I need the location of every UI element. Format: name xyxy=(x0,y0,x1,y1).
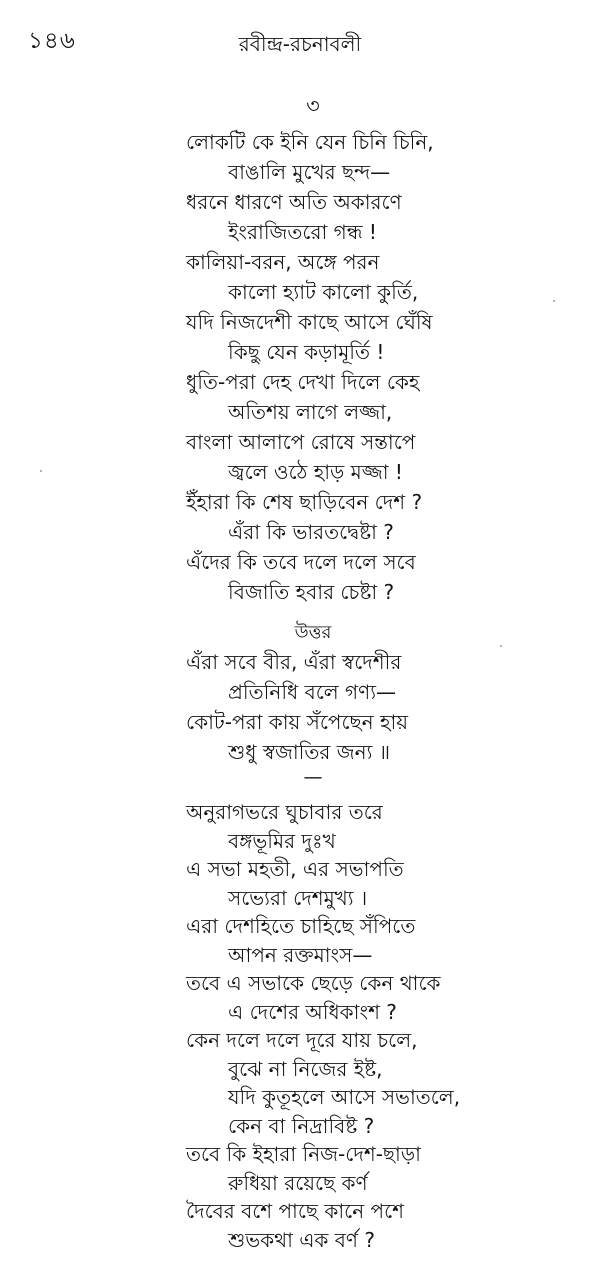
poem-line: অনুরাগভরে ঘুচাবার তরে xyxy=(186,800,383,824)
poem-line: সভ্যেরা দেশমুখ্য । xyxy=(228,885,368,910)
poem-line: ইঁহারা কি শেষ ছাড়িবেন দেশ ? xyxy=(186,490,423,514)
poem-line: কালিয়া-বরন, অঙ্গে পরন xyxy=(186,250,380,274)
poem-line: এ সভা মহতী, এর সভাপতি xyxy=(186,857,404,881)
poem-line: কোট-পরা কায় সঁপেছেন হায় xyxy=(186,710,409,734)
poem-line: বাংলা আলাপে রোষে সন্তাপে xyxy=(186,430,416,454)
poem-line: বিজাতি হবার চেষ্টা ? xyxy=(228,580,395,604)
poem-line: শুধু স্বজাতির জন্য ॥ xyxy=(228,740,391,764)
answer-heading: উত্তর xyxy=(294,622,332,643)
poem-line: অতিশয় লাগে লজ্জা, xyxy=(228,400,393,424)
poem-line: ধরনে ধারণে অতি অকারণে xyxy=(186,190,402,214)
poem-line: প্রতিনিধি বলে গণ্য— xyxy=(228,680,397,704)
poem-line: বাঙালি মুখের ছন্দ— xyxy=(228,160,391,184)
poem-line: তবে এ সভাকে ছেড়ে কেন থাকে xyxy=(186,971,441,995)
poem-line: তবে কি ইহারা নিজ-দেশ-ছাড়া xyxy=(186,1142,421,1166)
poem-section-number: ৩ xyxy=(306,94,320,118)
poem-line: যদি নিজদেশী কাছে আসে ঘেঁষি xyxy=(186,310,433,334)
poem-line: এ দেশের অধিকাংশ ? xyxy=(228,999,397,1024)
poem-line: এঁদের কি তবে দলে দলে সবে xyxy=(186,550,416,574)
scan-speck xyxy=(553,300,555,302)
poem-line: বঙ্গভূমির দুঃখ xyxy=(228,828,336,853)
poem-line: কেন দলে দলে দূরে যায় চলে, xyxy=(186,1028,418,1052)
poem-line: ইংরাজিতরো গন্ধ ! xyxy=(228,220,377,244)
poem-line: কালো হ্যাট কালো কুর্তি, xyxy=(228,280,419,304)
poem-line: বুঝে না নিজের ইষ্ট, xyxy=(228,1056,383,1081)
poem-line: এঁরা কি ভারতদ্বেষ্টা ? xyxy=(228,520,394,544)
poem-line: আপন রক্তমাংস— xyxy=(228,942,373,967)
poem-line: শুভকথা এক বর্ণ ? xyxy=(228,1227,375,1252)
poem-line: দৈবের বশে পাছে কানে পশে xyxy=(186,1199,404,1223)
scan-speck xyxy=(40,470,42,472)
poem-line: কেন বা নিদ্রাবিষ্ট ? xyxy=(228,1113,375,1138)
poem-line: যদি কুতূহলে আসে সভাতলে, xyxy=(228,1085,461,1109)
poem-line: কিছু যেন কড়ামূর্তি ! xyxy=(228,340,385,364)
poem-line: রুধিয়া রয়েছে কর্ণ xyxy=(228,1170,368,1195)
poem-line: এরা দেশহিতে চাহিছে সঁপিতে xyxy=(186,914,416,938)
scan-speck xyxy=(500,645,502,647)
section-separator: — xyxy=(303,766,323,788)
poem-line: জ্বলে ওঠে হাড় মজ্জা ! xyxy=(228,460,403,484)
page-number: ১৪৬ xyxy=(28,28,76,54)
poem-line: এঁরা সবে বীর, এঁরা স্বদেশীর xyxy=(186,650,402,674)
running-head: রবীন্দ্র-রচনাবলী xyxy=(238,32,362,56)
poem-line: ধুতি-পরা দেহ দেখা দিলে কেহ xyxy=(186,370,420,394)
poem-line: লোকটি কে ইনি যেন চিনি চিনি, xyxy=(186,130,434,154)
